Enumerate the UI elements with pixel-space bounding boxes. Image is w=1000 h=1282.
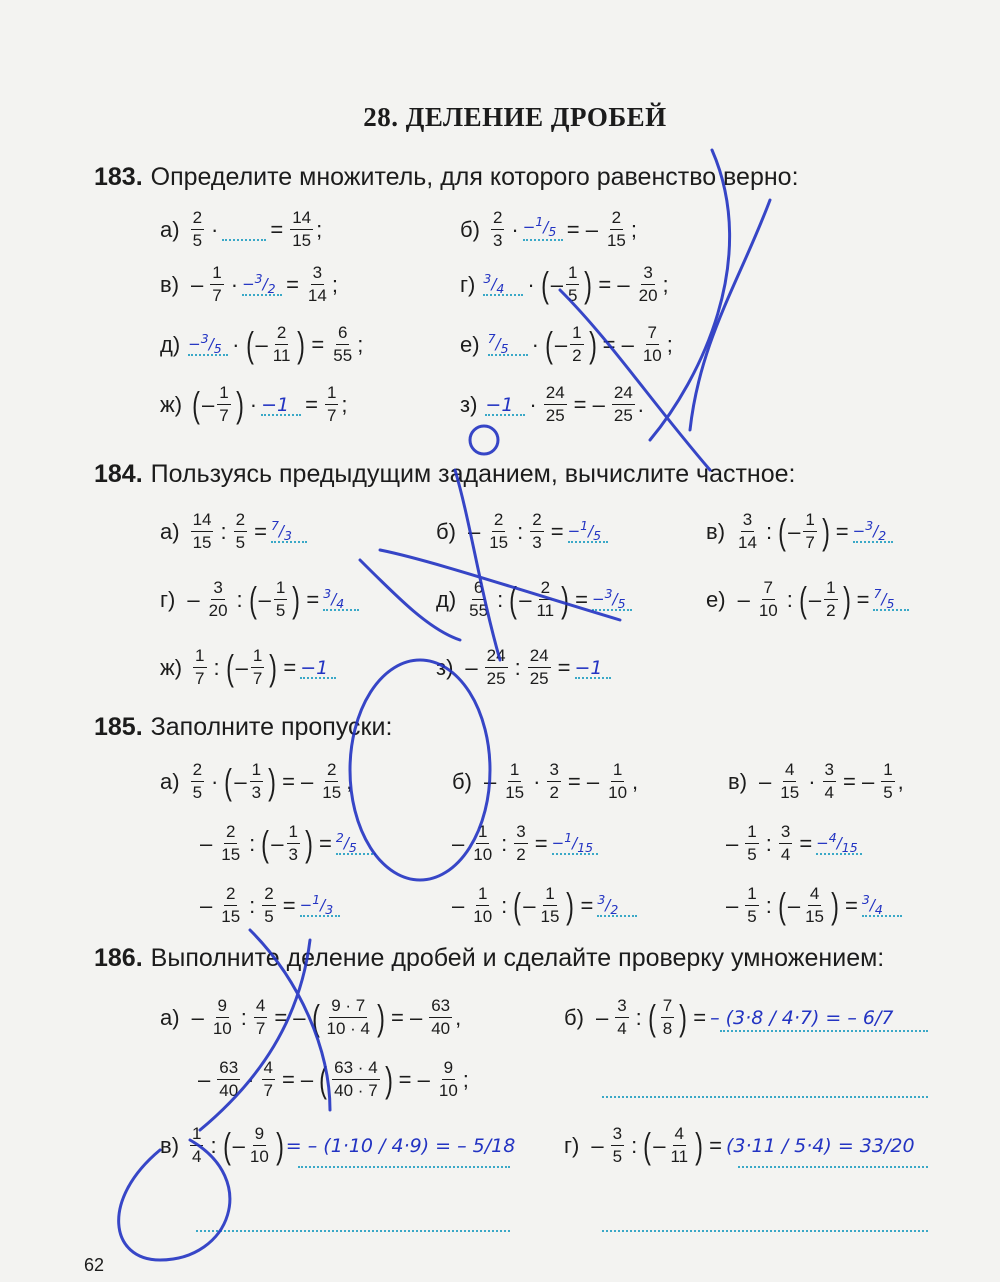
answer-blank[interactable]: $-^1/_3$ (300, 895, 340, 917)
answer-blank[interactable]: $-^1/_5$ (523, 219, 563, 241)
answer-blank[interactable]: −1 (300, 657, 336, 679)
ex183-item-g: г) $^3/_4$ · ( – $\frac{1}{5}$ ) = – $\frac{3}{20}$ ; (460, 263, 669, 305)
item-label: в) (728, 768, 748, 794)
ex184-item-g: г) – $\frac{3}{20}$ : ( – $\frac{1}{5}$ ) = $^3/_4$ (160, 578, 359, 621)
answer-blank[interactable]: $^3/_2$ (597, 895, 637, 917)
fraction: $\frac{24}{25}$ (613, 383, 633, 425)
fraction: $\frac{2}{15}$ (606, 208, 626, 250)
ex186-item-v: в) $\frac{1}{4}$ : ( – $\frac{9}{10}$ ) = – (1·10 / 4·9) = – 5/18 (160, 1124, 516, 1166)
pen-stroke (455, 470, 500, 660)
pen-stroke (470, 426, 498, 454)
exercise-text: Определите множитель, для которого равенство верно: (150, 163, 799, 191)
ex184-item-e: е) – $\frac{7}{10}$ : ( – $\frac{1}{2}$ ) = $^7/_5$ (706, 578, 909, 621)
ex185-b-row2: – $\frac{1}{10}$ : $\frac{3}{2}$ = $-^1/_{15}$ (448, 822, 598, 865)
ex183-item-a: а) $\frac{2}{5}$ · = $\frac{14}{15}$ ; (160, 208, 323, 250)
answer-blank[interactable]: $-^3/_5$ (592, 589, 632, 611)
answer-blank[interactable]: $^3/_4$ (483, 274, 523, 296)
ex185-v-row3: – $\frac{1}{5}$ : ( – $\frac{4}{15}$ ) = $^3/_4$ (722, 884, 902, 927)
answer-blank[interactable]: $-^1/_5$ (568, 521, 608, 543)
answer-blank[interactable]: −1 (485, 394, 525, 416)
ex184-item-a: а) $\frac{14}{15}$ : $\frac{2}{5}$ = $^7/_3$ (160, 510, 307, 553)
answer-blank[interactable]: $^3/_4$ (323, 589, 359, 611)
item-label: е) (706, 586, 726, 612)
ex183-item-b: б) $\frac{2}{3}$ · $-^1/_5$ = – $\frac{2}{15}$ ; (460, 208, 637, 250)
ex184-item-z: з) – $\frac{24}{25}$ : $\frac{24}{25}$ = −1 (436, 646, 611, 689)
fraction: $\frac{1}{7}$ (212, 263, 222, 305)
answer-line[interactable] (720, 1030, 928, 1032)
item-label: г) (460, 271, 476, 297)
item-label: з) (436, 654, 454, 680)
item-label: б) (460, 216, 480, 242)
handwritten-answer: – (3·8 / 4·7) = – 6/7 (710, 1006, 894, 1029)
item-label: ж) (160, 391, 183, 417)
ex185-b-row1: б) – $\frac{1}{15}$ · $\frac{3}{2}$ = – $\frac{1}{10}$ , (452, 760, 639, 802)
item-label: г) (564, 1132, 580, 1158)
exercise-183-heading (94, 163, 799, 192)
ex184-item-v: в) $\frac{3}{14}$ : ( – $\frac{1}{7}$ ) = $-^3/_2$ (706, 510, 893, 553)
fraction: $\frac{2}{5}$ (192, 208, 203, 250)
item-label: б) (436, 518, 456, 544)
fraction: $\frac{3}{14}$ (307, 263, 327, 305)
ex183-item-zh: ж) ( – $\frac{1}{7}$ ) · −1 = $\frac{1}{7}$ ; (160, 383, 348, 425)
exercise-number: 183. (94, 163, 143, 191)
answer-blank[interactable]: $-^3/_2$ (853, 521, 893, 543)
item-label: д) (160, 331, 181, 357)
answer-line[interactable] (738, 1166, 928, 1168)
exercise-number: 184. (94, 460, 143, 488)
exercise-number: 185. (94, 713, 143, 741)
item-label: д) (436, 586, 457, 612)
item-label: б) (564, 1004, 584, 1030)
handwritten-answer: = – (1·10 / 4·9) = – 5/18 (285, 1134, 516, 1157)
ex186-a-check: – $\frac{63}{40}$ · $\frac{4}{7}$ = – ( $\frac{63 \cdot 4}{40 \cdot 7}$ ) = – $\frac{9}{10}$ ; (198, 1058, 469, 1100)
ex186-item-g: г) – $\frac{3}{5}$ : ( – $\frac{4}{11}$ ) = (3·11 / 5·4) = 33/20 (564, 1124, 915, 1166)
answer-blank[interactable]: $-^4/_{15}$ (816, 833, 862, 855)
fraction: $\frac{2}{11}$ (272, 323, 291, 365)
item-label: з) (460, 391, 478, 417)
item-label: в) (160, 1132, 180, 1158)
exercise-text: Пользуясь предыдущим заданием, вычислите частное: (150, 460, 796, 488)
fraction: $\frac{3}{20}$ (638, 263, 658, 305)
exercise-number: 186. (94, 944, 143, 972)
ex186-item-a: а) – $\frac{9}{10}$ : $\frac{4}{7}$ = – ( $\frac{9 \cdot 7}{10 \cdot 4}$ ) = – $\frac{63}{40}$ , (160, 996, 462, 1038)
answer-blank[interactable]: $^7/_5$ (488, 334, 528, 356)
ex184-item-d: д) $\frac{6}{55}$ : ( – $\frac{2}{11}$ ) = $-^3/_5$ (436, 578, 632, 621)
answer-blank[interactable]: −1 (575, 657, 611, 679)
fraction: $\frac{14}{15}$ (292, 208, 312, 250)
answer-blank[interactable]: $^2/_5$ (336, 833, 376, 855)
answer-blank[interactable]: $^3/_4$ (862, 895, 902, 917)
page-title: 28. ДЕЛЕНИЕ ДРОБЕЙ (363, 102, 667, 132)
handwritten-answer: (3·11 / 5·4) = 33/20 (725, 1134, 915, 1157)
answer-line[interactable] (602, 1230, 928, 1232)
answer-blank[interactable]: $-^1/_{15}$ (552, 833, 598, 855)
item-label: в) (706, 518, 726, 544)
pen-stroke (690, 200, 770, 430)
ex183-item-d: д) $-^3/_5$ · ( – $\frac{2}{11}$ ) = $\frac{6}{55}$ ; (160, 323, 364, 365)
ex185-v-row2: – $\frac{1}{5}$ : $\frac{3}{4}$ = $-^4/_{15}$ (722, 822, 862, 865)
fraction: $\frac{1}{7}$ (219, 383, 229, 425)
fraction: $\frac{1}{5}$ (567, 263, 578, 305)
item-label: б) (452, 768, 472, 794)
exercise-text: Выполните деление дробей и сделайте проверку умножением: (150, 944, 885, 972)
ex185-a-row2: – $\frac{2}{15}$ : ( – $\frac{1}{3}$ ) = $^2/_5$ (196, 822, 376, 865)
exercise-text: Заполните пропуски: (150, 713, 393, 741)
item-label: а) (160, 518, 180, 544)
answer-line[interactable] (602, 1096, 928, 1098)
item-label: е) (460, 331, 480, 357)
answer-blank[interactable]: −1 (261, 394, 301, 416)
answer-line[interactable] (196, 1230, 510, 1232)
answer-blank[interactable]: $^7/_3$ (271, 521, 307, 543)
fraction: $\frac{6}{55}$ (333, 323, 353, 365)
exercise-185-heading (94, 713, 392, 742)
answer-blank[interactable] (222, 219, 266, 241)
ex185-v-row1: в) – $\frac{4}{15}$ · $\frac{3}{4}$ = – $\frac{1}{5}$ , (728, 760, 904, 802)
answer-line[interactable] (298, 1166, 510, 1168)
fraction: $\frac{24}{25}$ (545, 383, 565, 425)
item-label: а) (160, 1004, 180, 1030)
item-label: а) (160, 768, 180, 794)
item-label: г) (160, 586, 176, 612)
exercise-184-heading (94, 460, 795, 489)
ex185-a-row3: – $\frac{2}{15}$ : $\frac{2}{5}$ = $-^1/_3$ (196, 884, 340, 927)
ex186-item-b: б) – $\frac{3}{4}$ : ( $\frac{7}{8}$ ) = – (3·8 / 4·7) = – 6/7 (564, 996, 894, 1038)
fraction: $\frac{7}{10}$ (642, 323, 662, 365)
answer-blank[interactable]: $-^3/_2$ (242, 274, 282, 296)
page-number: 62 (84, 1255, 105, 1275)
ex184-item-b: б) – $\frac{2}{15}$ : $\frac{2}{3}$ = $-^1/_5$ (436, 510, 608, 553)
ex184-item-zh: ж) $\frac{1}{7}$ : ( – $\frac{1}{7}$ ) = −1 (160, 646, 336, 689)
answer-blank[interactable]: $-^3/_5$ (188, 334, 228, 356)
ex185-a-row1: а) $\frac{2}{5}$ · ( – $\frac{1}{3}$ ) = – $\frac{2}{15}$ , (160, 760, 353, 802)
ex185-b-row3: – $\frac{1}{10}$ : ( – $\frac{1}{15}$ ) = $^3/_2$ (448, 884, 637, 927)
fraction: $\frac{1}{2}$ (572, 323, 582, 365)
item-label: а) (160, 216, 180, 242)
ex183-item-z: з) −1 · $\frac{24}{25}$ = – $\frac{24}{25}$ . (460, 383, 644, 425)
ex183-item-v: в) – $\frac{1}{7}$ · $-^3/_2$ = $\frac{3}{14}$ ; (160, 263, 338, 305)
fraction: $\frac{2}{3}$ (492, 208, 503, 250)
exercise-186-heading (94, 944, 884, 973)
fraction: $\frac{1}{7}$ (326, 383, 337, 425)
item-label: ж) (160, 654, 183, 680)
pen-stroke (560, 290, 710, 470)
ex183-item-e: е) $^7/_5$ · ( – $\frac{1}{2}$ ) = – $\frac{7}{10}$ ; (460, 323, 673, 365)
answer-blank[interactable]: $^7/_5$ (873, 589, 909, 611)
item-label: в) (160, 271, 180, 297)
